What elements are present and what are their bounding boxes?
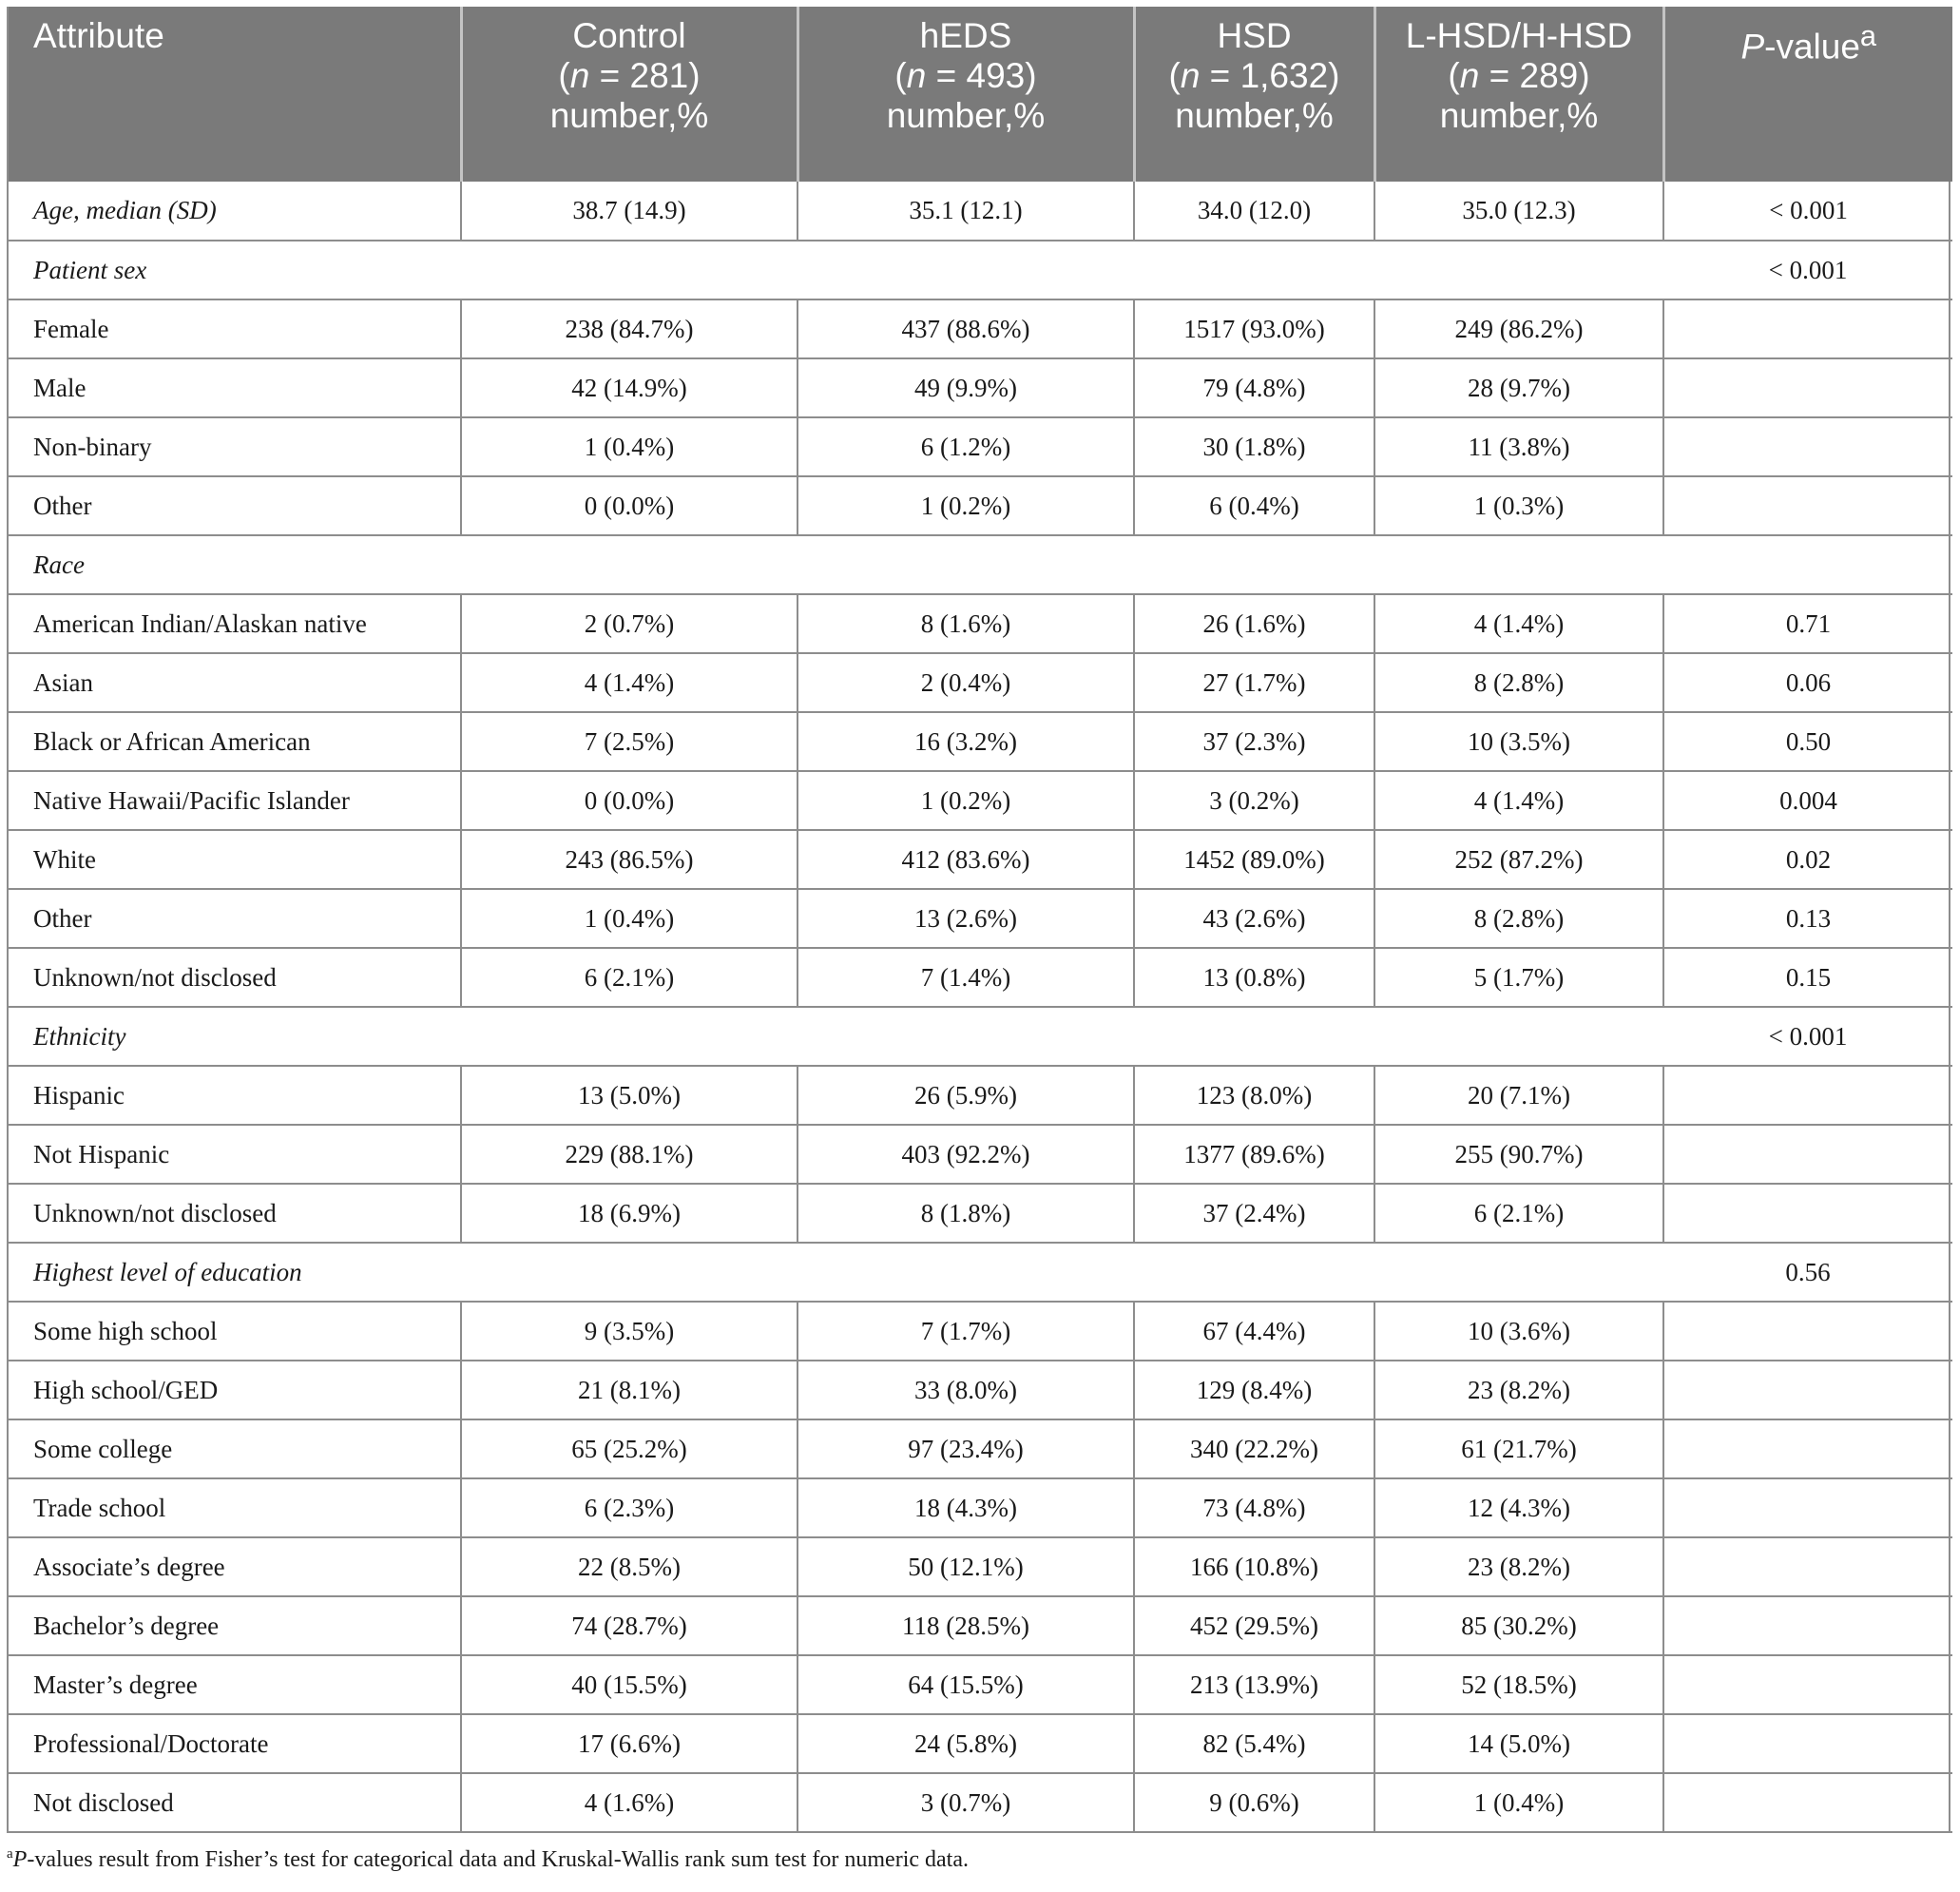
value-cell: 2 (0.7%) — [461, 594, 797, 653]
pvalue-cell — [1663, 1361, 1952, 1419]
pvalue-cell — [1663, 1596, 1952, 1655]
value-cell: 229 (88.1%) — [461, 1125, 797, 1184]
row-label: High school/GED — [9, 1361, 461, 1419]
value-cell: 166 (10.8%) — [1134, 1537, 1374, 1596]
header-pvalue: P-value$^a$ — [1663, 7, 1952, 182]
value-cell: 1 (0.4%) — [461, 889, 797, 948]
value-cell: 65 (25.2%) — [461, 1419, 797, 1478]
value-cell: 12 (4.3%) — [1374, 1478, 1663, 1537]
row-label: Associate’s degree — [9, 1537, 461, 1596]
section-label: Race — [9, 535, 1663, 594]
value-cell: 37 (2.3%) — [1134, 712, 1374, 771]
pvalue-cell: 0.56 — [1663, 1243, 1952, 1302]
value-cell: 118 (28.5%) — [797, 1596, 1134, 1655]
value-cell: 4 (1.4%) — [1374, 594, 1663, 653]
value-cell: 26 (5.9%) — [797, 1066, 1134, 1125]
value-cell: 16 (3.2%) — [797, 712, 1134, 771]
pvalue-cell: 0.004 — [1663, 771, 1952, 830]
row-label: Some high school — [9, 1302, 461, 1361]
value-cell: 61 (21.7%) — [1374, 1419, 1663, 1478]
value-cell: 6 (1.2%) — [797, 417, 1134, 476]
value-cell: 8 (1.6%) — [797, 594, 1134, 653]
value-cell: 43 (2.6%) — [1134, 889, 1374, 948]
value-cell: 213 (13.9%) — [1134, 1655, 1374, 1714]
row-label: Male — [9, 358, 461, 417]
pvalue-cell — [1663, 299, 1952, 358]
table-header — [9, 7, 1952, 182]
row-label: Other — [9, 889, 461, 948]
value-cell: 7 (2.5%) — [461, 712, 797, 771]
table-row — [9, 1302, 1952, 1361]
pvalue-cell: 0.13 — [1663, 889, 1952, 948]
value-cell: 11 (3.8%) — [1374, 417, 1663, 476]
row-label: Trade school — [9, 1478, 461, 1537]
value-cell: 249 (86.2%) — [1374, 299, 1663, 358]
value-cell: 8 (2.8%) — [1374, 653, 1663, 712]
pvalue-cell — [1663, 1419, 1952, 1478]
value-cell: 1452 (89.0%) — [1134, 830, 1374, 889]
value-cell: 64 (15.5%) — [797, 1655, 1134, 1714]
value-cell: 1 (0.2%) — [797, 476, 1134, 535]
value-cell: 97 (23.4%) — [797, 1419, 1134, 1478]
value-cell: 79 (4.8%) — [1134, 358, 1374, 417]
value-cell: 340 (22.2%) — [1134, 1419, 1374, 1478]
table-row — [9, 358, 1952, 417]
table-row — [9, 1419, 1952, 1478]
header-hsd: HSD (n = 1,632) number,% — [1134, 7, 1374, 182]
row-label: Native Hawaii/Pacific Islander — [9, 771, 461, 830]
value-cell: 28 (9.7%) — [1374, 358, 1663, 417]
table-row — [9, 594, 1952, 653]
table-row — [9, 1773, 1952, 1832]
value-cell: 6 (2.3%) — [461, 1478, 797, 1537]
value-cell: 18 (4.3%) — [797, 1478, 1134, 1537]
value-cell: 33 (8.0%) — [797, 1361, 1134, 1419]
value-cell: 17 (6.6%) — [461, 1714, 797, 1773]
table-row — [9, 1478, 1952, 1537]
section-row — [9, 535, 1952, 594]
value-cell: 437 (88.6%) — [797, 299, 1134, 358]
value-cell: 13 (2.6%) — [797, 889, 1134, 948]
value-cell: 452 (29.5%) — [1134, 1596, 1374, 1655]
pvalue-cell: < 0.001 — [1663, 1007, 1952, 1066]
value-cell: 255 (90.7%) — [1374, 1125, 1663, 1184]
section-label: Ethnicity — [9, 1007, 1663, 1066]
table-row — [9, 948, 1952, 1007]
row-label: Unknown/not disclosed — [9, 1184, 461, 1243]
value-cell: 50 (12.1%) — [797, 1537, 1134, 1596]
row-label: Other — [9, 476, 461, 535]
value-cell: 82 (5.4%) — [1134, 1714, 1374, 1773]
value-cell: 74 (28.7%) — [461, 1596, 797, 1655]
row-label: Age, median (SD) — [9, 182, 461, 241]
value-cell: 35.1 (12.1) — [797, 182, 1134, 241]
value-cell: 238 (84.7%) — [461, 299, 797, 358]
table-row — [9, 1714, 1952, 1773]
row-label: Not Hispanic — [9, 1125, 461, 1184]
pvalue-cell — [1663, 1066, 1952, 1125]
table-row — [9, 712, 1952, 771]
section-row — [9, 1007, 1952, 1066]
table-row — [9, 771, 1952, 830]
value-cell: 9 (0.6%) — [1134, 1773, 1374, 1832]
value-cell: 67 (4.4%) — [1134, 1302, 1374, 1361]
section-label: Patient sex — [9, 241, 1663, 299]
table-footnote: $^a$P-values result from Fisher’s test for categorical data and Kruskal-Wallis rank sum test for numeric data. — [7, 1846, 969, 1872]
value-cell: 6 (2.1%) — [1374, 1184, 1663, 1243]
value-cell: 5 (1.7%) — [1374, 948, 1663, 1007]
value-cell: 6 (0.4%) — [1134, 476, 1374, 535]
value-cell: 4 (1.6%) — [461, 1773, 797, 1832]
value-cell: 403 (92.2%) — [797, 1125, 1134, 1184]
value-cell: 252 (87.2%) — [1374, 830, 1663, 889]
row-label: Some college — [9, 1419, 461, 1478]
pvalue-cell: < 0.001 — [1663, 241, 1952, 299]
pvalue-cell: 0.02 — [1663, 830, 1952, 889]
pvalue-cell: 0.50 — [1663, 712, 1952, 771]
table-row — [9, 1537, 1952, 1596]
table-row — [9, 417, 1952, 476]
value-cell: 35.0 (12.3) — [1374, 182, 1663, 241]
table-row — [9, 1361, 1952, 1419]
value-cell: 7 (1.4%) — [797, 948, 1134, 1007]
row-label: Non-binary — [9, 417, 461, 476]
row-label: Professional/Doctorate — [9, 1714, 461, 1773]
value-cell: 3 (0.2%) — [1134, 771, 1374, 830]
table-row — [9, 889, 1952, 948]
row-label: Master’s degree — [9, 1655, 461, 1714]
table-row — [9, 1125, 1952, 1184]
value-cell: 129 (8.4%) — [1134, 1361, 1374, 1419]
header-attribute: Attribute — [9, 7, 461, 182]
pvalue-cell — [1663, 1478, 1952, 1537]
table-row — [9, 182, 1952, 241]
pvalue-cell — [1663, 1537, 1952, 1596]
pvalue-cell — [1663, 1714, 1952, 1773]
section-row — [9, 1243, 1952, 1302]
table-row — [9, 1655, 1952, 1714]
value-cell: 8 (1.8%) — [797, 1184, 1134, 1243]
row-label: Asian — [9, 653, 461, 712]
value-cell: 49 (9.9%) — [797, 358, 1134, 417]
header-row — [9, 7, 1952, 182]
pvalue-cell: 0.06 — [1663, 653, 1952, 712]
table-row — [9, 1184, 1952, 1243]
table-row — [9, 299, 1952, 358]
value-cell: 1 (0.4%) — [1374, 1773, 1663, 1832]
table-row — [9, 1066, 1952, 1125]
row-label: Hispanic — [9, 1066, 461, 1125]
row-label: Not disclosed — [9, 1773, 461, 1832]
pvalue-cell — [1663, 1773, 1952, 1832]
pvalue-cell — [1663, 535, 1952, 594]
value-cell: 1 (0.4%) — [461, 417, 797, 476]
value-cell: 9 (3.5%) — [461, 1302, 797, 1361]
section-row — [9, 241, 1952, 299]
value-cell: 85 (30.2%) — [1374, 1596, 1663, 1655]
pvalue-cell: 0.15 — [1663, 948, 1952, 1007]
demographics-table — [9, 7, 1952, 1833]
value-cell: 14 (5.0%) — [1374, 1714, 1663, 1773]
header-control: Control (n = 281) number,% — [461, 7, 797, 182]
table-row — [9, 476, 1952, 535]
value-cell: 20 (7.1%) — [1374, 1066, 1663, 1125]
table-row — [9, 653, 1952, 712]
value-cell: 1517 (93.0%) — [1134, 299, 1374, 358]
value-cell: 30 (1.8%) — [1134, 417, 1374, 476]
value-cell: 7 (1.7%) — [797, 1302, 1134, 1361]
value-cell: 4 (1.4%) — [1374, 771, 1663, 830]
section-label: Highest level of education — [9, 1243, 1663, 1302]
value-cell: 40 (15.5%) — [461, 1655, 797, 1714]
value-cell: 23 (8.2%) — [1374, 1537, 1663, 1596]
row-label: White — [9, 830, 461, 889]
value-cell: 2 (0.4%) — [797, 653, 1134, 712]
value-cell: 6 (2.1%) — [461, 948, 797, 1007]
value-cell: 24 (5.8%) — [797, 1714, 1134, 1773]
value-cell: 73 (4.8%) — [1134, 1478, 1374, 1537]
pvalue-cell — [1663, 476, 1952, 535]
value-cell: 0 (0.0%) — [461, 771, 797, 830]
value-cell: 1 (0.3%) — [1374, 476, 1663, 535]
value-cell: 42 (14.9%) — [461, 358, 797, 417]
row-label: Unknown/not disclosed — [9, 948, 461, 1007]
pvalue-cell — [1663, 417, 1952, 476]
value-cell: 26 (1.6%) — [1134, 594, 1374, 653]
table-body — [9, 182, 1952, 1832]
value-cell: 0 (0.0%) — [461, 476, 797, 535]
value-cell: 52 (18.5%) — [1374, 1655, 1663, 1714]
pvalue-cell: < 0.001 — [1663, 182, 1952, 241]
header-lhsd-hhsd: L-HSD/H-HSD (n = 289) number,% — [1374, 7, 1663, 182]
value-cell: 10 (3.5%) — [1374, 712, 1663, 771]
table-row — [9, 830, 1952, 889]
value-cell: 8 (2.8%) — [1374, 889, 1663, 948]
value-cell: 3 (0.7%) — [797, 1773, 1134, 1832]
value-cell: 123 (8.0%) — [1134, 1066, 1374, 1125]
value-cell: 18 (6.9%) — [461, 1184, 797, 1243]
row-label: Bachelor’s degree — [9, 1596, 461, 1655]
pvalue-cell — [1663, 1184, 1952, 1243]
pvalue-cell — [1663, 1655, 1952, 1714]
value-cell: 27 (1.7%) — [1134, 653, 1374, 712]
row-label: Female — [9, 299, 461, 358]
value-cell: 22 (8.5%) — [461, 1537, 797, 1596]
table-row — [9, 1596, 1952, 1655]
value-cell: 412 (83.6%) — [797, 830, 1134, 889]
row-label: American Indian/Alaskan native — [9, 594, 461, 653]
value-cell: 23 (8.2%) — [1374, 1361, 1663, 1419]
pvalue-cell — [1663, 1125, 1952, 1184]
value-cell: 34.0 (12.0) — [1134, 182, 1374, 241]
row-label: Black or African American — [9, 712, 461, 771]
header-heds: hEDS (n = 493) number,% — [797, 7, 1134, 182]
value-cell: 243 (86.5%) — [461, 830, 797, 889]
value-cell: 10 (3.6%) — [1374, 1302, 1663, 1361]
demographics-table-document — [7, 7, 1950, 1873]
pvalue-cell — [1663, 1302, 1952, 1361]
value-cell: 1 (0.2%) — [797, 771, 1134, 830]
value-cell: 13 (0.8%) — [1134, 948, 1374, 1007]
value-cell: 38.7 (14.9) — [461, 182, 797, 241]
value-cell: 4 (1.4%) — [461, 653, 797, 712]
pvalue-cell: 0.71 — [1663, 594, 1952, 653]
value-cell: 13 (5.0%) — [461, 1066, 797, 1125]
value-cell: 21 (8.1%) — [461, 1361, 797, 1419]
table-frame — [7, 7, 1950, 1833]
value-cell: 37 (2.4%) — [1134, 1184, 1374, 1243]
pvalue-cell — [1663, 358, 1952, 417]
value-cell: 1377 (89.6%) — [1134, 1125, 1374, 1184]
